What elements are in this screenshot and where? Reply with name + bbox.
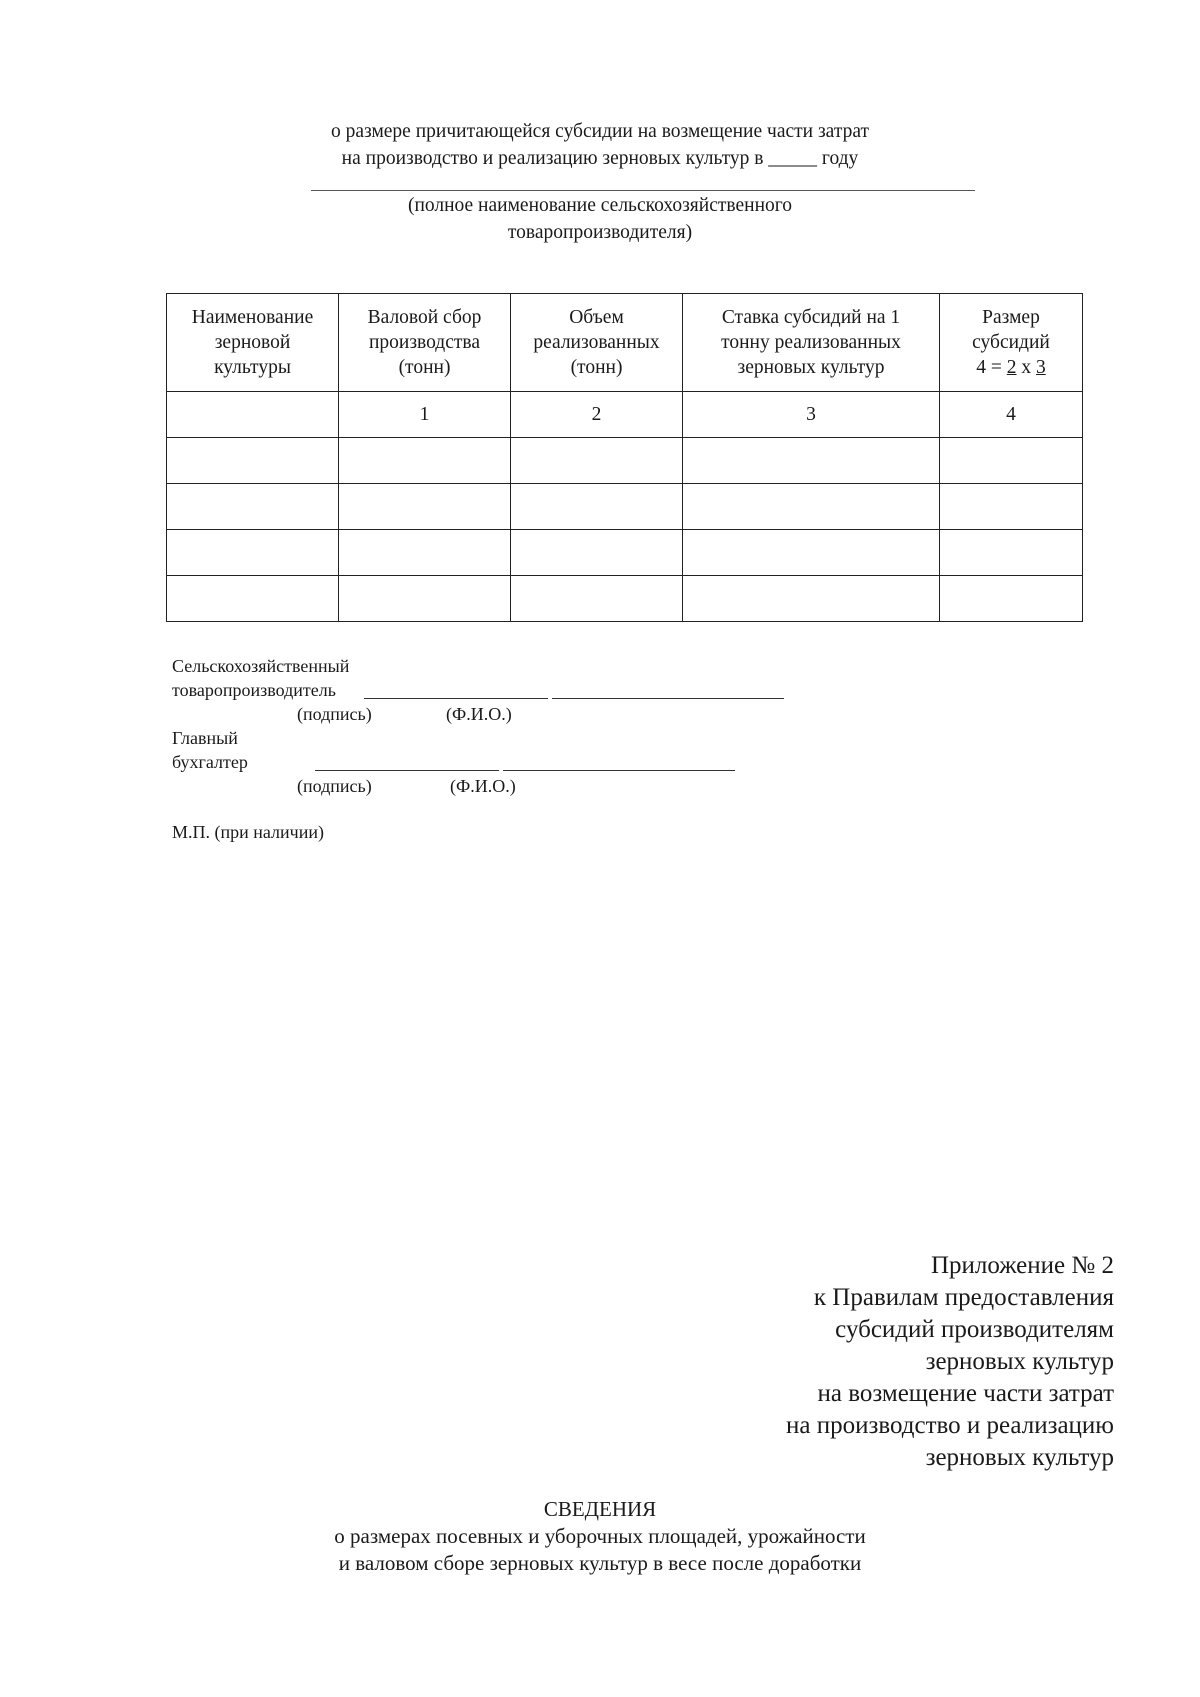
appendix-line: зерновых культур [925,1444,1114,1471]
producer-signature-caption: (подпись) [297,704,372,724]
table-cell[interactable] [940,530,1083,576]
producer-fio-caption: (Ф.И.О.) [446,704,512,724]
table-cell[interactable] [683,484,940,530]
accountant-label-2: бухгалтер [172,752,248,772]
column-number-cell: 3 [683,392,940,438]
producer-name-line[interactable] [552,698,784,699]
header-crop-name: Наименование зерновой культуры [167,294,339,392]
column-number-cell: 1 [339,392,511,438]
appendix-line: на возмещение части затрат [817,1380,1114,1407]
column-number-cell: 2 [511,392,683,438]
table-cell[interactable] [339,484,511,530]
appendix-line: субсидий производителям [835,1316,1114,1343]
column-number-cell [167,392,339,438]
accountant-name-line[interactable] [503,770,735,771]
table-cell[interactable] [940,576,1083,622]
accountant-fio-caption: (Ф.И.О.) [450,776,516,796]
table-cell[interactable] [167,576,339,622]
section2-title [0,1496,1200,1577]
appendix-line: Приложение № 2 [930,1252,1114,1279]
accountant-label-1: Главный [172,728,238,748]
table-cell[interactable] [511,438,683,484]
section2-line-2: и валовом сборе зерновых культур в весе после доработки [338,1551,862,1575]
table-row [167,484,1083,530]
header-subsidy-amount: Размер субсидий 4 = 2 x 3 [940,294,1083,392]
table-cell[interactable] [511,576,683,622]
table-cell[interactable] [511,530,683,576]
appendix-line: к Правилам предоставления [813,1284,1114,1311]
header-sold-volume: Объем реализованных (тонн) [511,294,683,392]
section2-heading: СВЕДЕНИЯ [543,1497,657,1521]
intro-line-2: на производство и реализацию зерновых культур в _____ году [341,148,859,169]
producer-name-caption-line-2: товаропроизводителя) [507,222,693,243]
table-cell[interactable] [511,484,683,530]
producer-label-2: товаропроизводитель [172,680,336,700]
appendix-heading [514,1250,1114,1474]
table-cell[interactable] [339,530,511,576]
table-cell[interactable] [940,438,1083,484]
table-cell[interactable] [167,438,339,484]
appendix-line: зерновых культур [925,1348,1114,1375]
producer-signature-line[interactable] [364,698,548,699]
column-number-cell: 4 [940,392,1083,438]
table-row [167,438,1083,484]
table-cell[interactable] [339,438,511,484]
appendix-line: на производство и реализацию [785,1412,1114,1439]
subsidy-formula: 4 = 2 x 3 [976,357,1046,378]
table-cell[interactable] [339,576,511,622]
producer-name-line[interactable] [311,190,975,191]
accountant-signature-caption: (подпись) [297,776,372,796]
column-number-row [167,392,1083,438]
section2-line-1: о размерах посевных и уборочных площадей, урожайности [334,1524,866,1548]
header-gross-harvest: Валовой сбор производства (тонн) [339,294,511,392]
producer-name-caption [0,192,1200,246]
table-header-row [167,294,1083,392]
table-cell[interactable] [167,530,339,576]
seal-note: М.П. (при наличии) [172,822,324,842]
table-cell[interactable] [683,438,940,484]
table-cell[interactable] [167,484,339,530]
subsidy-table [166,293,1083,622]
intro-line-1: о размере причитающейся субсидии на возмещение части затрат [330,121,870,142]
table-cell[interactable] [683,576,940,622]
table-cell[interactable] [683,530,940,576]
table-row [167,530,1083,576]
table-cell[interactable] [940,484,1083,530]
producer-name-caption-line-1: (полное наименование сельскохозяйственного [407,195,793,216]
producer-label-1: Сельскохозяйственный [172,656,350,676]
header-subsidy-rate: Ставка субсидий на 1 тонну реализованных зерновых культур [683,294,940,392]
intro-heading [0,118,1200,172]
accountant-signature-line[interactable] [315,770,499,771]
table-row [167,576,1083,622]
